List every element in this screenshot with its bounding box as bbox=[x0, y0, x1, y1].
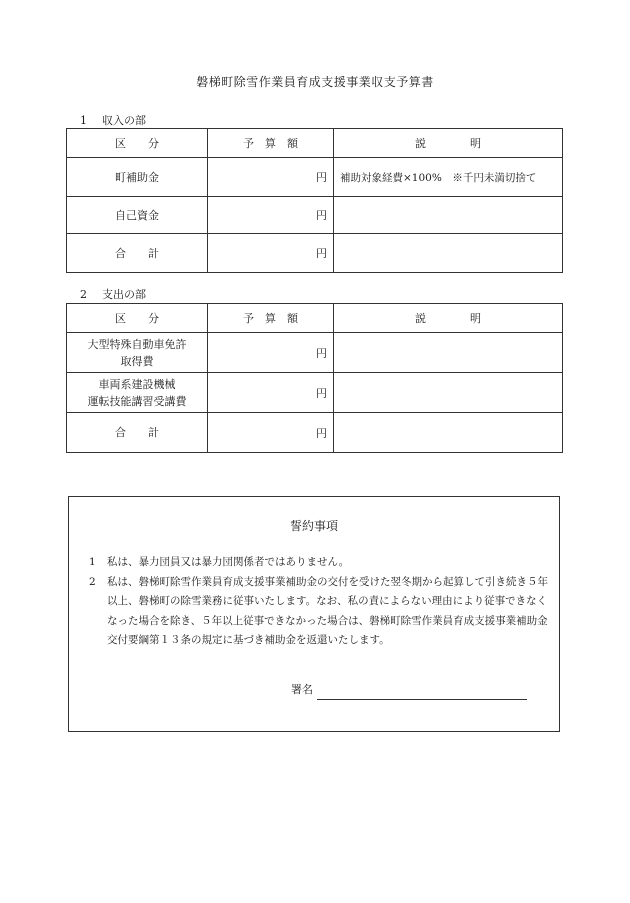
income-section-number: 1 bbox=[80, 114, 87, 127]
expense-section-title: 支出の部 bbox=[102, 288, 146, 301]
income-row-subsidy bbox=[67, 158, 563, 197]
income-row-own-funds bbox=[67, 197, 563, 234]
expense-note-training bbox=[334, 373, 563, 413]
oath-item-2 bbox=[89, 573, 549, 651]
expense-category-training-line2: 運転技能講習受講費 bbox=[87, 394, 187, 408]
income-category-total: 合 計 bbox=[67, 234, 208, 273]
income-note-total bbox=[334, 234, 563, 273]
oath-item-1-number: 1 bbox=[89, 556, 96, 568]
expense-note-license bbox=[334, 333, 563, 373]
income-category-own-funds: 自己資金 bbox=[67, 197, 208, 234]
expense-row-license bbox=[67, 333, 563, 373]
expense-category-training-line1: 車両系建設機械 bbox=[98, 377, 176, 391]
expense-header-row bbox=[67, 304, 563, 333]
expense-header-category: 区 分 bbox=[67, 304, 208, 333]
expense-category-license-line2: 取得費 bbox=[120, 354, 154, 368]
oath-box bbox=[68, 496, 560, 732]
expense-amount-total: 円 bbox=[208, 413, 334, 453]
income-row-total bbox=[67, 234, 563, 273]
expense-category-license bbox=[67, 333, 208, 373]
income-section-label bbox=[80, 112, 146, 128]
oath-item-1 bbox=[89, 553, 549, 573]
expense-amount-license: 円 bbox=[208, 333, 334, 373]
expense-row-training bbox=[67, 373, 563, 413]
expense-row-total bbox=[67, 413, 563, 453]
expense-header-description: 説 明 bbox=[334, 304, 563, 333]
expense-header-amount: 予 算 額 bbox=[208, 304, 334, 333]
income-note-own-funds bbox=[334, 197, 563, 234]
income-category-subsidy: 町補助金 bbox=[67, 158, 208, 197]
signature-label: 署名 bbox=[291, 683, 313, 696]
income-header-amount: 予 算 額 bbox=[208, 129, 334, 158]
income-amount-subsidy: 円 bbox=[208, 158, 334, 197]
expense-section-label bbox=[80, 286, 146, 302]
expense-note-total bbox=[334, 413, 563, 453]
expense-section-number: 2 bbox=[80, 288, 87, 301]
income-amount-total: 円 bbox=[208, 234, 334, 273]
expense-category-training bbox=[67, 373, 208, 413]
income-note-subsidy: 補助対象経費×100% ※千円未満切捨て bbox=[334, 158, 563, 197]
income-section-title: 収入の部 bbox=[102, 114, 146, 127]
signature-line[interactable] bbox=[317, 699, 527, 700]
income-table bbox=[66, 128, 563, 273]
expense-category-license-line1: 大型特殊自動車免許 bbox=[87, 337, 187, 351]
income-header-category: 区 分 bbox=[67, 129, 208, 158]
income-header-row bbox=[67, 129, 563, 158]
oath-item-2-text: 私は、磐梯町除雪作業員育成支援事業補助金の交付を受けた翌冬期から起算して引き続き５年以上、磐梯町の除雪業務に従事いたします。なお、私の責によらない理由により従事できなくなった場合を除き、５年以上従事できなかった場合は、磐梯町除雪作業員育成支援事業補助金交付要綱第１３条の規定に基づき補助金を返還いたします。 bbox=[107, 575, 548, 646]
oath-title: 誓約事項 bbox=[289, 519, 338, 533]
oath-item-1-text: 私は、暴力団員又は暴力団関係者ではありません。 bbox=[107, 556, 350, 568]
document-title: 磐梯町除雪作業員育成支援事業収支予算書 bbox=[196, 75, 434, 89]
expense-amount-training: 円 bbox=[208, 373, 334, 413]
oath-item-2-number: 2 bbox=[89, 575, 96, 588]
income-amount-own-funds: 円 bbox=[208, 197, 334, 234]
income-header-description: 説 明 bbox=[334, 129, 563, 158]
oath-items bbox=[89, 553, 549, 651]
expense-table bbox=[66, 303, 563, 453]
expense-category-total: 合 計 bbox=[67, 413, 208, 453]
